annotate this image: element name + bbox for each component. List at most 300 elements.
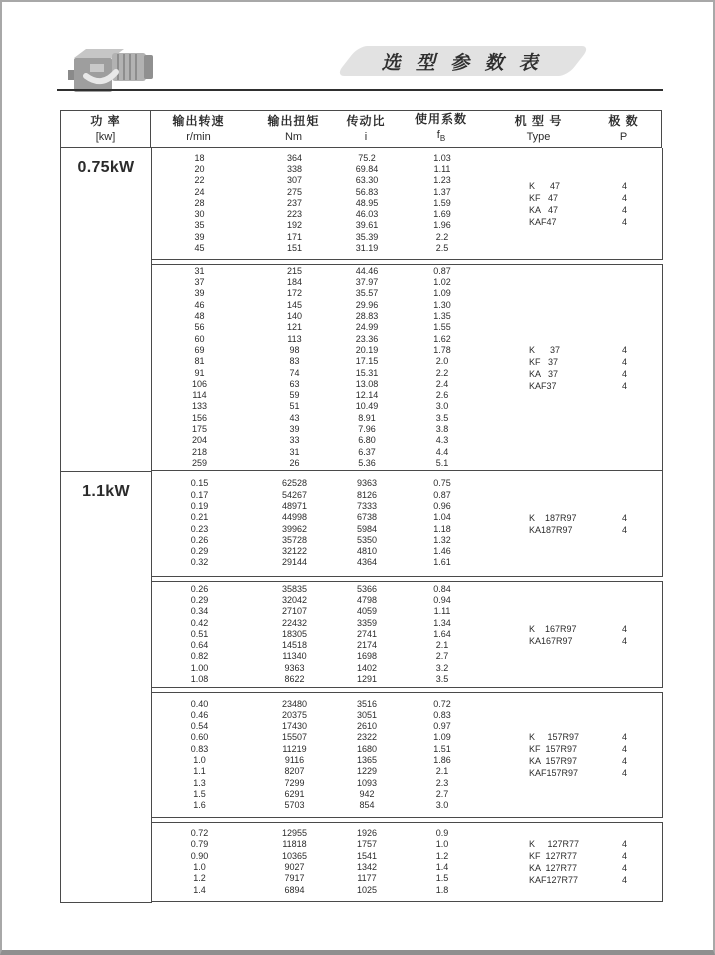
factor-value: 0.87 <box>433 489 451 500</box>
pole-count: 4 <box>621 180 627 191</box>
ratio-value-column <box>342 699 392 812</box>
torque-value: 215 <box>286 265 303 276</box>
model-type: KF 47 <box>529 192 559 203</box>
ratio-value: 13.08 <box>355 378 379 389</box>
factor-value: 1.11 <box>433 163 451 174</box>
factor-value: 2.7 <box>435 788 449 799</box>
factor-value-column <box>392 699 492 812</box>
ratio-value: 1926 <box>356 828 378 839</box>
speed-value: 46 <box>194 299 205 310</box>
speed-value: 39 <box>194 288 205 299</box>
header-power: 功 率 [kw] <box>61 111 151 147</box>
speed-value: 0.64 <box>190 640 209 651</box>
speed-value: 91 <box>194 367 205 378</box>
ratio-value: 2610 <box>356 721 378 732</box>
speed-value: 1.0 <box>193 755 206 765</box>
torque-value: 39 <box>289 423 300 434</box>
data-block <box>152 581 663 688</box>
torque-value: 59 <box>289 390 300 401</box>
torque-value: 223 <box>286 209 303 220</box>
torque-value: 22432 <box>281 617 308 628</box>
speed-value: 133 <box>191 401 208 412</box>
model-type: KA 157R97 <box>529 756 578 766</box>
factor-value: 0.87 <box>433 265 451 276</box>
torque-value: 18305 <box>281 628 308 639</box>
speed-value: 156 <box>191 412 208 423</box>
torque-value: 35835 <box>281 583 308 594</box>
torque-value: 172 <box>286 288 303 299</box>
speed-value: 0.26 <box>190 534 209 545</box>
header-service-factor: 使用系数 $f_B$ <box>414 111 467 144</box>
factor-value: 1.35 <box>433 311 451 322</box>
factor-value: 3.5 <box>435 674 449 685</box>
pole-count: 4 <box>621 863 627 873</box>
data-block <box>152 148 663 260</box>
factor-value: 5.1 <box>435 457 449 468</box>
torque-value: 62528 <box>281 478 308 489</box>
pole-count: 4 <box>621 192 627 203</box>
factor-value: 0.75 <box>433 478 451 489</box>
speed-value: 0.23 <box>190 523 209 534</box>
ratio-value: 75.2 <box>358 152 376 163</box>
factor-value-column <box>392 478 492 568</box>
type-column <box>492 512 587 536</box>
factor-value: 1.78 <box>433 344 451 355</box>
ratio-value: 1291 <box>356 674 378 685</box>
torque-value: 39962 <box>281 523 308 534</box>
model-type: KAF37 <box>529 380 557 391</box>
factor-value: 0.72 <box>433 698 451 709</box>
speed-value: 1.00 <box>190 662 209 673</box>
torque-value: 17430 <box>281 721 308 732</box>
model-type: KA 47 <box>529 204 559 215</box>
torque-value: 5703 <box>284 800 305 811</box>
torque-value: 23480 <box>281 698 308 709</box>
ratio-value: 5350 <box>356 534 378 545</box>
torque-value: 32122 <box>281 546 308 557</box>
speed-value: 18 <box>194 152 205 163</box>
torque-value: 54267 <box>281 489 308 500</box>
pole-count: 4 <box>621 512 627 523</box>
model-type: K 187R97 <box>529 512 577 523</box>
speed-value: 30 <box>194 209 205 220</box>
factor-value: 4.3 <box>435 435 449 446</box>
ratio-value: 4059 <box>356 606 378 617</box>
ratio-value: 48.95 <box>355 197 379 208</box>
pole-count: 4 <box>621 204 627 215</box>
torque-value: 338 <box>286 163 303 174</box>
factor-value: 0.9 <box>435 828 449 839</box>
torque-value-column <box>247 266 342 469</box>
factor-value: 2.1 <box>435 640 449 651</box>
factor-value: 1.86 <box>433 755 451 765</box>
torque-value: 27107 <box>281 606 308 617</box>
speed-value: 0.29 <box>190 546 209 557</box>
speed-value: 1.4 <box>193 884 206 895</box>
speed-value: 114 <box>192 390 207 401</box>
speed-value: 0.72 <box>190 828 209 839</box>
factor-value: 3.0 <box>435 800 449 811</box>
ratio-value: 1177 <box>357 873 377 884</box>
factor-value: 3.5 <box>435 412 449 423</box>
ratio-value: 1698 <box>356 651 378 662</box>
data-block <box>152 264 663 471</box>
ratio-value: 1342 <box>356 862 378 872</box>
pole-count: 4 <box>621 744 627 754</box>
factor-value: 1.51 <box>433 743 451 754</box>
ratio-value: 2741 <box>356 628 378 639</box>
factor-value: 1.32 <box>433 534 451 545</box>
model-type: K 157R97 <box>529 732 580 742</box>
poles-column <box>587 344 662 392</box>
speed-value: 31 <box>194 265 205 276</box>
speed-value: 0.51 <box>190 628 209 639</box>
ratio-value-column <box>342 266 392 469</box>
ratio-value: 1025 <box>356 884 378 895</box>
speed-value: 56 <box>194 322 205 333</box>
power-section-label: 1.1kW <box>61 471 151 902</box>
page-title: 选 型 参 数 表 <box>382 52 544 74</box>
speed-value-column <box>152 699 247 812</box>
torque-value: 12955 <box>281 828 308 839</box>
poles-column <box>587 838 662 886</box>
factor-value: 1.34 <box>433 617 451 628</box>
table-body <box>60 148 662 903</box>
factor-value: 3.0 <box>435 401 449 412</box>
ratio-value: 35.57 <box>355 288 379 299</box>
pole-count: 4 <box>621 768 627 778</box>
factor-value: 1.8 <box>435 884 449 895</box>
model-type: K 47 <box>529 180 561 191</box>
speed-value: 204 <box>191 435 208 446</box>
ratio-value: 3359 <box>356 617 378 628</box>
ratio-value: 2174 <box>356 640 378 651</box>
speed-value: 39 <box>194 231 205 242</box>
factor-value-column <box>392 266 492 469</box>
model-type: KAF47 <box>529 216 557 227</box>
torque-value-column <box>247 828 342 896</box>
data-block <box>152 692 663 818</box>
ratio-value: 6738 <box>356 512 378 523</box>
factor-value-column <box>392 828 492 896</box>
speed-value: 24 <box>194 186 205 197</box>
speed-value: 259 <box>191 457 208 468</box>
torque-value: 15507 <box>281 732 308 743</box>
speed-value: 60 <box>194 333 205 344</box>
ratio-value: 37.97 <box>355 277 379 288</box>
factor-value: 1.62 <box>433 333 451 344</box>
factor-value: 1.0 <box>435 839 449 850</box>
speed-value: 0.79 <box>190 839 209 850</box>
factor-value: 2.4 <box>435 378 449 389</box>
model-type: KA187R97 <box>529 524 573 535</box>
torque-value: 20375 <box>281 709 308 720</box>
power-section-label: 0.75kW <box>77 159 135 176</box>
factor-value: 3.2 <box>435 662 449 673</box>
model-type: KA 37 <box>529 368 559 379</box>
factor-value: 1.64 <box>433 628 451 639</box>
factor-value: 1.03 <box>433 152 451 163</box>
speed-value-column <box>152 153 247 255</box>
model-type: K 167R97 <box>529 623 577 634</box>
pole-count: 4 <box>621 732 627 742</box>
model-type: K 127R77 <box>529 839 580 849</box>
torque-value: 364 <box>286 152 303 163</box>
pole-count: 4 <box>621 839 627 849</box>
torque-value: 31 <box>289 446 300 457</box>
speed-value: 0.40 <box>190 698 209 709</box>
factor-value: 1.37 <box>433 186 451 197</box>
factor-value: 1.4 <box>435 862 449 872</box>
ratio-value: 6.80 <box>358 435 376 446</box>
ratio-value: 28.83 <box>355 311 379 322</box>
speed-value: 0.19 <box>190 500 209 511</box>
factor-value: 2.3 <box>435 777 449 788</box>
factor-value: 0.97 <box>433 721 451 732</box>
torque-value: 35728 <box>281 534 308 545</box>
factor-value: 1.04 <box>433 512 451 523</box>
data-blocks-column <box>152 148 663 902</box>
ratio-value-column <box>342 828 392 896</box>
ratio-value: 1402 <box>356 662 378 673</box>
pole-count: 4 <box>621 875 627 885</box>
ratio-value: 1757 <box>356 839 378 850</box>
speed-value: 0.21 <box>190 512 209 523</box>
speed-value: 0.34 <box>190 606 209 617</box>
ratio-value: 854 <box>359 800 375 811</box>
factor-value: 1.30 <box>433 299 451 310</box>
ratio-value: 1680 <box>356 743 378 754</box>
torque-value: 307 <box>286 175 303 186</box>
ratio-value: 5.36 <box>358 457 376 468</box>
torque-value: 8207 <box>284 766 305 777</box>
torque-value: 237 <box>286 197 303 208</box>
poles-column <box>587 731 662 779</box>
pole-count: 4 <box>621 368 627 379</box>
factor-value: 3.8 <box>435 423 449 434</box>
header-poles: 极 数 P <box>608 114 639 143</box>
ratio-value: 4810 <box>356 546 378 557</box>
speed-value-column <box>152 828 247 896</box>
model-type: KA167R97 <box>529 635 573 646</box>
ratio-value: 1541 <box>356 850 378 861</box>
header-type: 机 型 号 Type <box>514 114 563 143</box>
type-column <box>492 731 587 779</box>
speed-value: 1.08 <box>190 674 209 685</box>
model-type: KF 37 <box>529 356 559 367</box>
factor-value: 2.2 <box>435 231 449 242</box>
type-column <box>492 180 587 228</box>
speed-value: 48 <box>194 311 205 322</box>
ratio-value: 6.37 <box>358 446 376 457</box>
factor-value: 1.61 <box>433 557 451 568</box>
header-ratio: 传动比 i <box>346 114 386 143</box>
pole-count: 4 <box>621 635 627 646</box>
pole-count: 4 <box>621 356 627 367</box>
torque-value: 10365 <box>281 850 308 861</box>
torque-value: 11219 <box>282 743 307 754</box>
torque-value: 11818 <box>282 839 307 850</box>
torque-value: 9027 <box>284 862 305 872</box>
torque-value: 151 <box>286 243 303 254</box>
factor-value: 1.55 <box>433 322 451 333</box>
data-block <box>152 471 663 577</box>
ratio-value: 3051 <box>356 709 378 720</box>
torque-value: 29144 <box>281 557 308 568</box>
speed-value: 1.5 <box>193 788 206 799</box>
factor-value: 4.4 <box>435 446 449 457</box>
ratio-value: 69.84 <box>355 163 379 174</box>
ratio-value: 15.31 <box>355 367 379 378</box>
torque-value-column <box>247 153 342 255</box>
ratio-value: 7.96 <box>358 423 376 434</box>
factor-value: 1.69 <box>433 209 451 220</box>
speed-value: 0.32 <box>190 557 209 568</box>
torque-value: 7299 <box>284 777 305 788</box>
poles-column <box>587 180 662 228</box>
torque-value: 32042 <box>281 594 308 605</box>
factor-value-column <box>392 153 492 255</box>
ratio-value: 1093 <box>356 777 378 788</box>
factor-value: 1.09 <box>433 288 451 299</box>
type-column <box>492 838 587 886</box>
torque-value: 63 <box>289 378 300 389</box>
torque-value: 145 <box>286 299 303 310</box>
poles-column <box>587 512 662 536</box>
ratio-value-column <box>342 478 392 568</box>
torque-value: 9363 <box>284 662 305 673</box>
factor-value: 1.96 <box>433 220 451 231</box>
factor-value: 0.83 <box>433 709 451 720</box>
torque-value: 6894 <box>284 884 305 895</box>
torque-value-column <box>247 478 342 568</box>
type-column <box>492 344 587 392</box>
ratio-value: 5984 <box>356 523 378 534</box>
ratio-value-column <box>342 584 392 686</box>
speed-value: 22 <box>194 175 205 186</box>
ratio-value: 29.96 <box>355 299 379 310</box>
torque-value: 7917 <box>284 873 305 884</box>
speed-value: 0.15 <box>190 478 209 489</box>
speed-value: 81 <box>194 356 205 367</box>
pole-count: 4 <box>621 344 627 355</box>
torque-value: 192 <box>286 220 303 231</box>
speed-value: 218 <box>191 446 208 457</box>
speed-value: 0.54 <box>190 721 209 732</box>
ratio-value: 3516 <box>356 698 378 709</box>
torque-value-column <box>247 699 342 812</box>
model-type: KA 127R77 <box>529 863 578 873</box>
ratio-value-column <box>342 153 392 255</box>
pole-count: 4 <box>621 524 627 535</box>
factor-value-column <box>392 584 492 686</box>
speed-value: 0.17 <box>190 489 209 500</box>
ratio-value: 31.19 <box>355 243 379 254</box>
factor-value: 1.2 <box>435 850 449 861</box>
ratio-value: 2322 <box>356 732 378 743</box>
ratio-value: 56.83 <box>355 186 379 197</box>
speed-value: 0.26 <box>190 583 209 594</box>
speed-value: 0.60 <box>190 732 209 743</box>
torque-value-column <box>247 584 342 686</box>
factor-value: 1.5 <box>435 873 449 884</box>
type-column <box>492 623 587 647</box>
factor-value: 1.02 <box>433 277 451 288</box>
ratio-value: 1229 <box>356 766 378 777</box>
speed-value-column <box>152 266 247 469</box>
header-speed: 输出转速 r/min <box>172 114 225 143</box>
speed-value: 28 <box>194 197 205 208</box>
torque-value: 140 <box>286 311 303 322</box>
ratio-value: 23.36 <box>355 333 379 344</box>
speed-value: 1.2 <box>193 873 206 884</box>
speed-value: 1.6 <box>193 800 206 811</box>
speed-value: 0.46 <box>190 709 209 720</box>
factor-value: 0.84 <box>433 583 451 594</box>
torque-value: 9116 <box>284 755 305 765</box>
torque-value: 51 <box>289 401 300 412</box>
factor-value: 2.7 <box>435 651 449 662</box>
speed-value-column <box>152 478 247 568</box>
speed-value: 35 <box>194 220 205 231</box>
factor-value: 1.11 <box>433 606 451 617</box>
ratio-value: 24.99 <box>355 322 379 333</box>
ratio-value: 4364 <box>356 557 378 568</box>
torque-value: 184 <box>286 277 303 288</box>
torque-value: 14518 <box>281 640 308 651</box>
ratio-value: 63.30 <box>355 175 379 186</box>
torque-value: 83 <box>289 356 300 367</box>
ratio-value: 8126 <box>356 489 378 500</box>
poles-column <box>587 623 662 647</box>
torque-value: 74 <box>289 367 300 378</box>
ratio-value: 942 <box>359 788 375 799</box>
pole-count: 4 <box>621 756 627 766</box>
table-header <box>60 110 662 148</box>
speed-value: 0.90 <box>190 850 209 861</box>
ratio-value: 7333 <box>356 500 378 511</box>
speed-value: 1.1 <box>193 766 206 777</box>
speed-value: 45 <box>194 243 205 254</box>
model-type: KAF127R77 <box>529 875 579 885</box>
torque-value: 8622 <box>284 674 305 685</box>
factor-value: 1.18 <box>433 523 451 534</box>
torque-value: 11340 <box>282 651 307 662</box>
ratio-value: 12.14 <box>355 390 379 401</box>
pole-count: 4 <box>621 851 627 861</box>
factor-value: 1.46 <box>433 546 451 557</box>
ratio-value: 1365 <box>356 755 378 765</box>
factor-value: 0.94 <box>433 594 451 605</box>
ratio-value: 4798 <box>356 594 378 605</box>
speed-value: 0.83 <box>190 743 209 754</box>
model-type: KF 157R97 <box>529 744 578 754</box>
torque-value: 44998 <box>281 512 308 523</box>
ratio-value: 5366 <box>356 583 378 594</box>
factor-value: 2.2 <box>435 367 449 378</box>
ratio-value: 8.91 <box>358 412 376 423</box>
speed-value: 0.82 <box>190 651 209 662</box>
speed-value: 0.42 <box>190 617 209 628</box>
ratio-value: 46.03 <box>355 209 379 220</box>
selection-table <box>60 110 662 903</box>
ratio-value: 44.46 <box>355 265 379 276</box>
ratio-value: 35.39 <box>355 231 379 242</box>
title-banner <box>335 46 590 76</box>
speed-value: 20 <box>194 163 205 174</box>
pole-count: 4 <box>621 623 627 634</box>
torque-value: 26 <box>289 457 300 468</box>
